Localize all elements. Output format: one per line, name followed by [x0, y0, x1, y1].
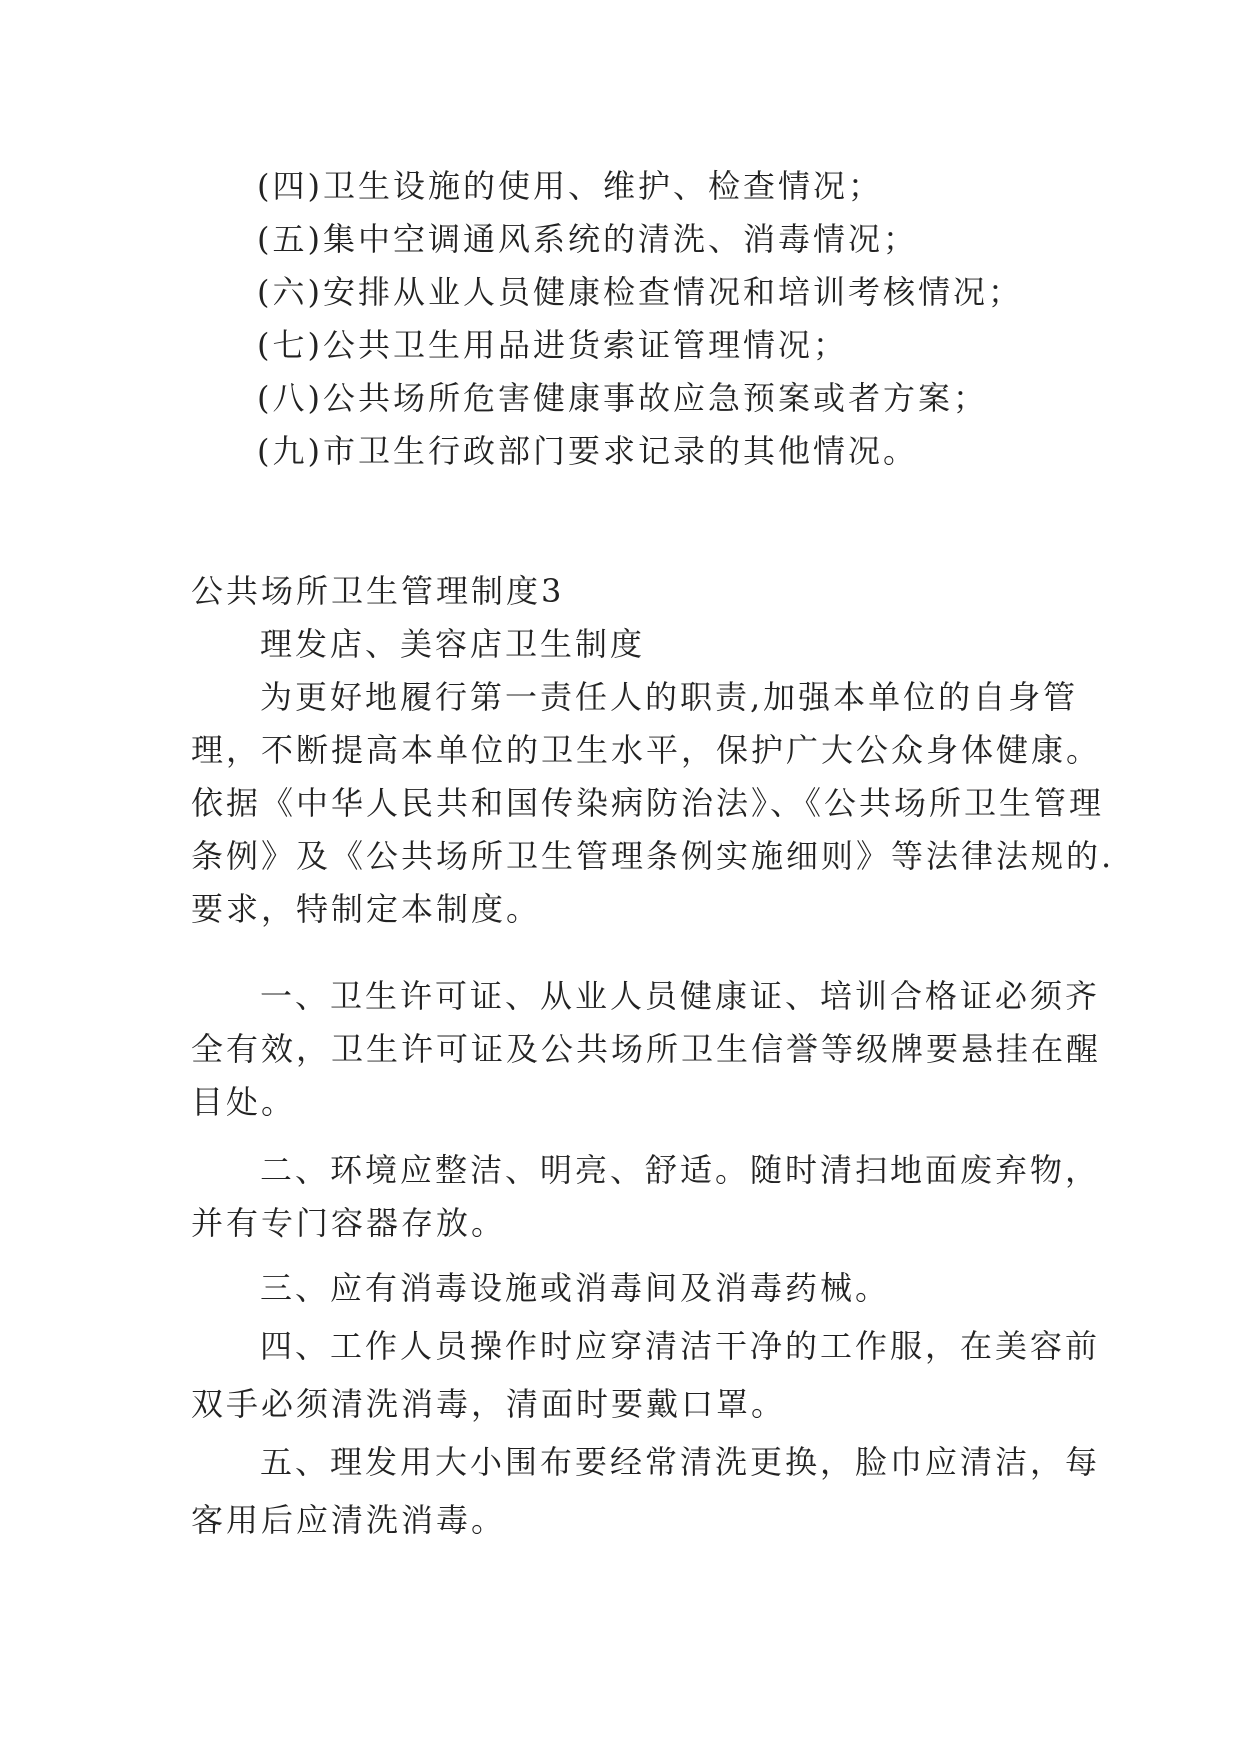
section-title: 公共场所卫生管理制度3 [191, 572, 565, 610]
rule-line: 三、应有消毒设施或消毒间及消毒药械。 [260, 1269, 891, 1307]
rule-line: 全有效，卫生许可证及公共场所卫生信誉等级牌要悬挂在醒 [191, 1030, 1102, 1068]
list-item: (七)公共卫生用品进货索证管理情况； [257, 326, 848, 364]
rule-line: 五、理发用大小围布要经常清洗更换，脸巾应清洁，每 [260, 1443, 1101, 1481]
rule-line: 目处。 [191, 1083, 297, 1121]
intro-line: 条例》及《公共场所卫生管理条例实施细则》等法律法规的. [191, 837, 1115, 875]
intro-line: 依据《中华人民共和国传染病防治法》、《公共场所卫生管理 [191, 784, 1105, 822]
intro-line: 理，不断提高本单位的卫生水平，保护广大公众身体健康。 [191, 731, 1102, 769]
intro-line: 要求，特制定本制度。 [191, 890, 542, 928]
rule-line: 双手必须清洗消毒，清面时要戴口罩。 [191, 1385, 787, 1423]
rule-line: 一、卫生许可证、从业人员健康证、培训合格证必须齐 [260, 977, 1101, 1015]
list-item: (五)集中空调通风系统的清洗、消毒情况； [257, 220, 918, 258]
list-item: (六)安排从业人员健康检查情况和培训考核情况； [257, 273, 1023, 311]
intro-line: 为更好地履行第一责任人的职责,加强本单位的自身管 [260, 678, 1079, 716]
list-item: (四)卫生设施的使用、维护、检查情况； [257, 167, 883, 205]
rule-line: 客用后应清洗消毒。 [191, 1501, 507, 1539]
rule-line: 二、环境应整洁、明亮、舒适。随时清扫地面废弃物， [260, 1151, 1101, 1189]
list-item: (八)公共场所危害健康事故应急预案或者方案； [257, 379, 988, 417]
rule-line: 并有专门容器存放。 [191, 1204, 507, 1242]
list-item: (九)市卫生行政部门要求记录的其他情况。 [257, 432, 918, 470]
subtitle: 理发店、美容店卫生制度 [260, 625, 646, 663]
rule-line: 四、工作人员操作时应穿清洁干净的工作服，在美容前 [260, 1327, 1101, 1365]
